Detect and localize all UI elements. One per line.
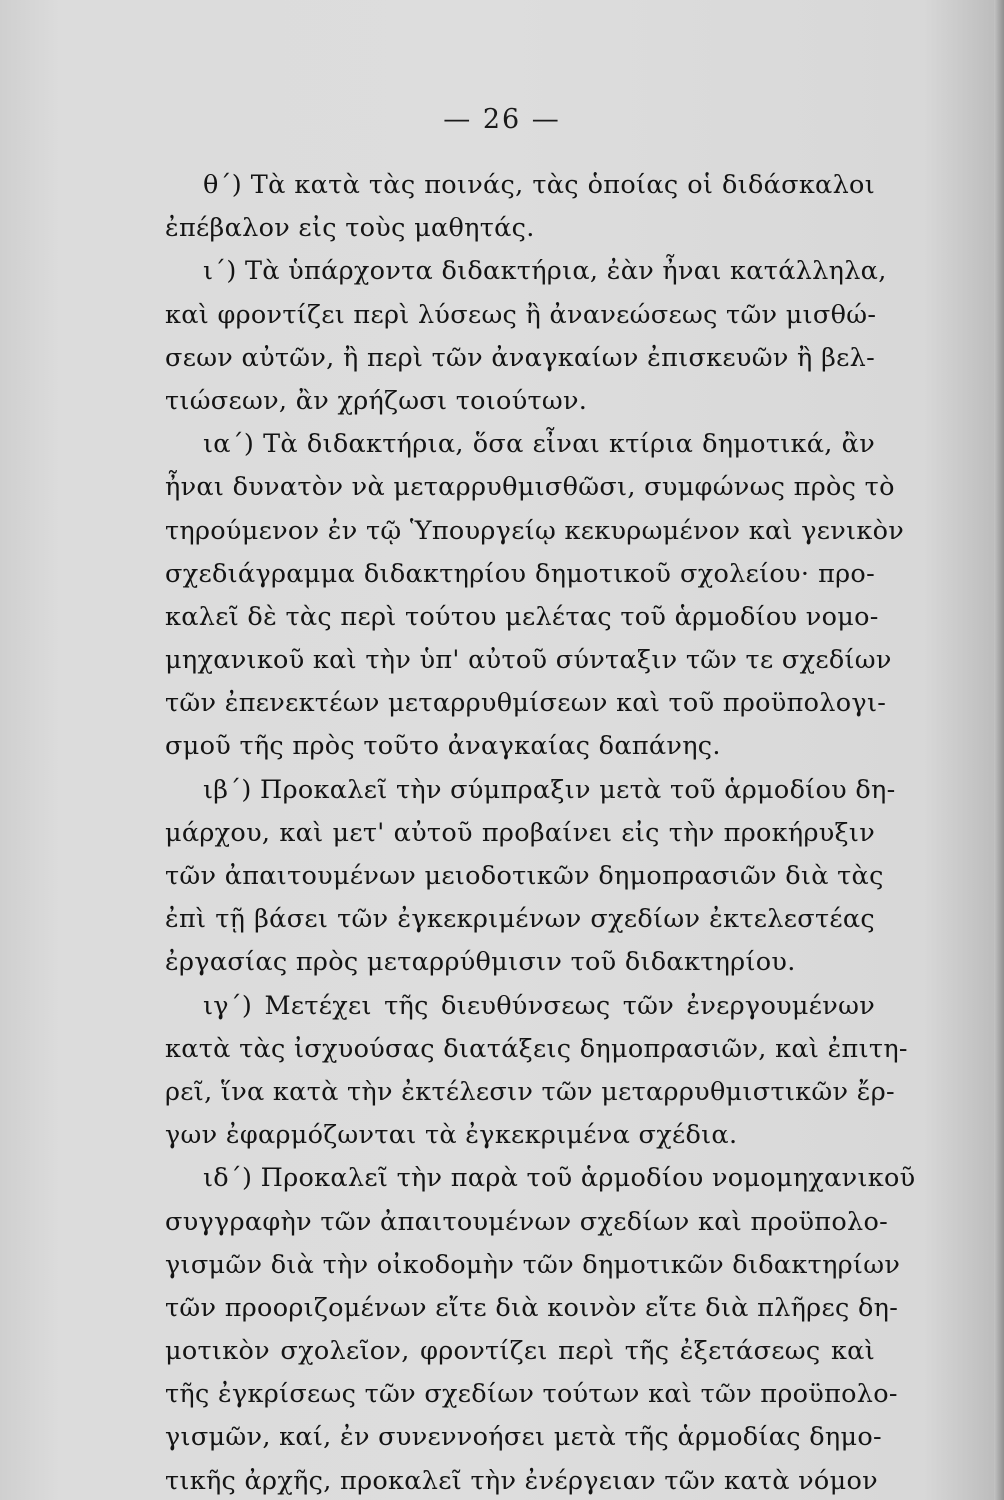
- body-text: [165, 164, 916, 1500]
- text-line: ι΄) Τὰ ὑπάρχοντα διδακτήρια, ἐὰν ἦναι κατάλληλα,: [203, 256, 887, 287]
- text-line: ἐπέβαλον εἰς τοὺς μαθητάς.: [165, 213, 535, 244]
- text-line: ια΄) Τὰ διδακτήρια, ὅσα εἶναι κτίρια δημοτικά, ἂν: [203, 429, 875, 460]
- text-line: ἐργασίας πρὸς μεταρρύθμισιν τοῦ διδακτηρίου.: [165, 947, 796, 978]
- text-line: γισμῶν διὰ τὴν οἰκοδομὴν τῶν δημοτικῶν διδακτηρίων: [165, 1249, 901, 1280]
- text-line: σεων αὐτῶν, ἢ περὶ τῶν ἀναγκαίων ἐπισκευῶν ἢ βελ-: [165, 342, 875, 373]
- text-line: γισμῶν, καί, ἐν συνεννοήσει μετὰ τῆς ἁρμοδίας δημο-: [165, 1422, 882, 1453]
- text-line: σχεδιάγραμμα διδακτηρίου δημοτικοῦ σχολείου· προ-: [165, 558, 875, 589]
- text-line: συγγραφὴν τῶν ἀπαιτουμένων σχεδίων καὶ προϋπολο-: [165, 1206, 889, 1237]
- text-line: τικῆς ἀρχῆς, προκαλεῖ τὴν ἐνέργειαν τῶν κατὰ νόμον: [165, 1465, 878, 1496]
- text-line: μοτικὸν σχολεῖον, φροντίζει περὶ τῆς ἐξετάσεως καὶ: [165, 1336, 875, 1367]
- text-line: καλεῖ δὲ τὰς περὶ τούτου μελέτας τοῦ ἁρμοδίου νομο-: [165, 601, 879, 632]
- page-number: — 26 —: [443, 104, 561, 135]
- text-line: θ΄) Τὰ κατὰ τὰς ποινάς, τὰς ὁποίας οἱ διδάσκαλοι: [203, 170, 875, 200]
- text-line: ιβ΄) Προκαλεῖ τὴν σύμπραξιν μετὰ τοῦ ἁρμοδίου δη-: [203, 774, 896, 805]
- text-line: ρεῖ, ἵνα κατὰ τὴν ἐκτέλεσιν τῶν μεταρρυθμιστικῶν ἔρ-: [165, 1076, 895, 1107]
- text-line: μάρχου, καὶ μετ' αὐτοῦ προβαίνει εἰς τὴν προκήρυξιν: [165, 817, 875, 848]
- text-line: τῶν ἀπαιτουμένων μειοδοτικῶν δημοπρασιῶν διὰ τὰς: [165, 861, 884, 891]
- text-line: τῶν ἐπενεκτέων μεταρρυθμίσεων καὶ τοῦ προϋπολογι-: [165, 688, 887, 719]
- text-line: μηχανικοῦ καὶ τὴν ὑπ' αὐτοῦ σύνταξιν τῶν τε σχεδίων: [165, 645, 892, 676]
- text-line: ἦναι δυνατὸν νὰ μεταρρυθμισθῶσι, συμφώνως πρὸς τὸ: [165, 472, 895, 503]
- text-line: τιώσεων, ἂν χρήζωσι τοιούτων.: [165, 385, 588, 416]
- text-line: ἐπὶ τῇ βάσει τῶν ἐγκεκριμένων σχεδίων ἐκτελεστέας: [165, 904, 875, 935]
- text-line: τῶν προοριζομένων εἴτε διὰ κοινὸν εἴτε διὰ πλῆρες δη-: [165, 1292, 899, 1323]
- text-line: σμοῦ τῆς πρὸς τοῦτο ἀναγκαίας δαπάνης.: [165, 731, 721, 762]
- text-line: καὶ φροντίζει περὶ λύσεως ἢ ἀνανεώσεως τῶν μισθώ-: [165, 299, 877, 330]
- page-edge-shadow: [994, 0, 1004, 1500]
- text-line: ιδ΄) Προκαλεῖ τὴν παρὰ τοῦ ἁρμοδίου νομομηχανικοῦ: [203, 1163, 916, 1194]
- text-line: γων ἐφαρμόζωνται τὰ ἐγκεκριμένα σχέδια.: [165, 1120, 738, 1151]
- text-line: ιγ΄) Μετέχει τῆς διευθύνσεως τῶν ἐνεργουμένων: [203, 990, 875, 1021]
- text-line: τῆς ἐγκρίσεως τῶν σχεδίων τούτων καὶ τῶν προϋπολο-: [165, 1379, 898, 1410]
- text-line: τηρούμενον ἐν τῷ Ὑπουργείῳ κεκυρωμένον καὶ γενικὸν: [165, 515, 905, 546]
- text-line: κατὰ τὰς ἰσχυούσας διατάξεις δημοπρασιῶν, καὶ ἐπιτη-: [165, 1033, 908, 1064]
